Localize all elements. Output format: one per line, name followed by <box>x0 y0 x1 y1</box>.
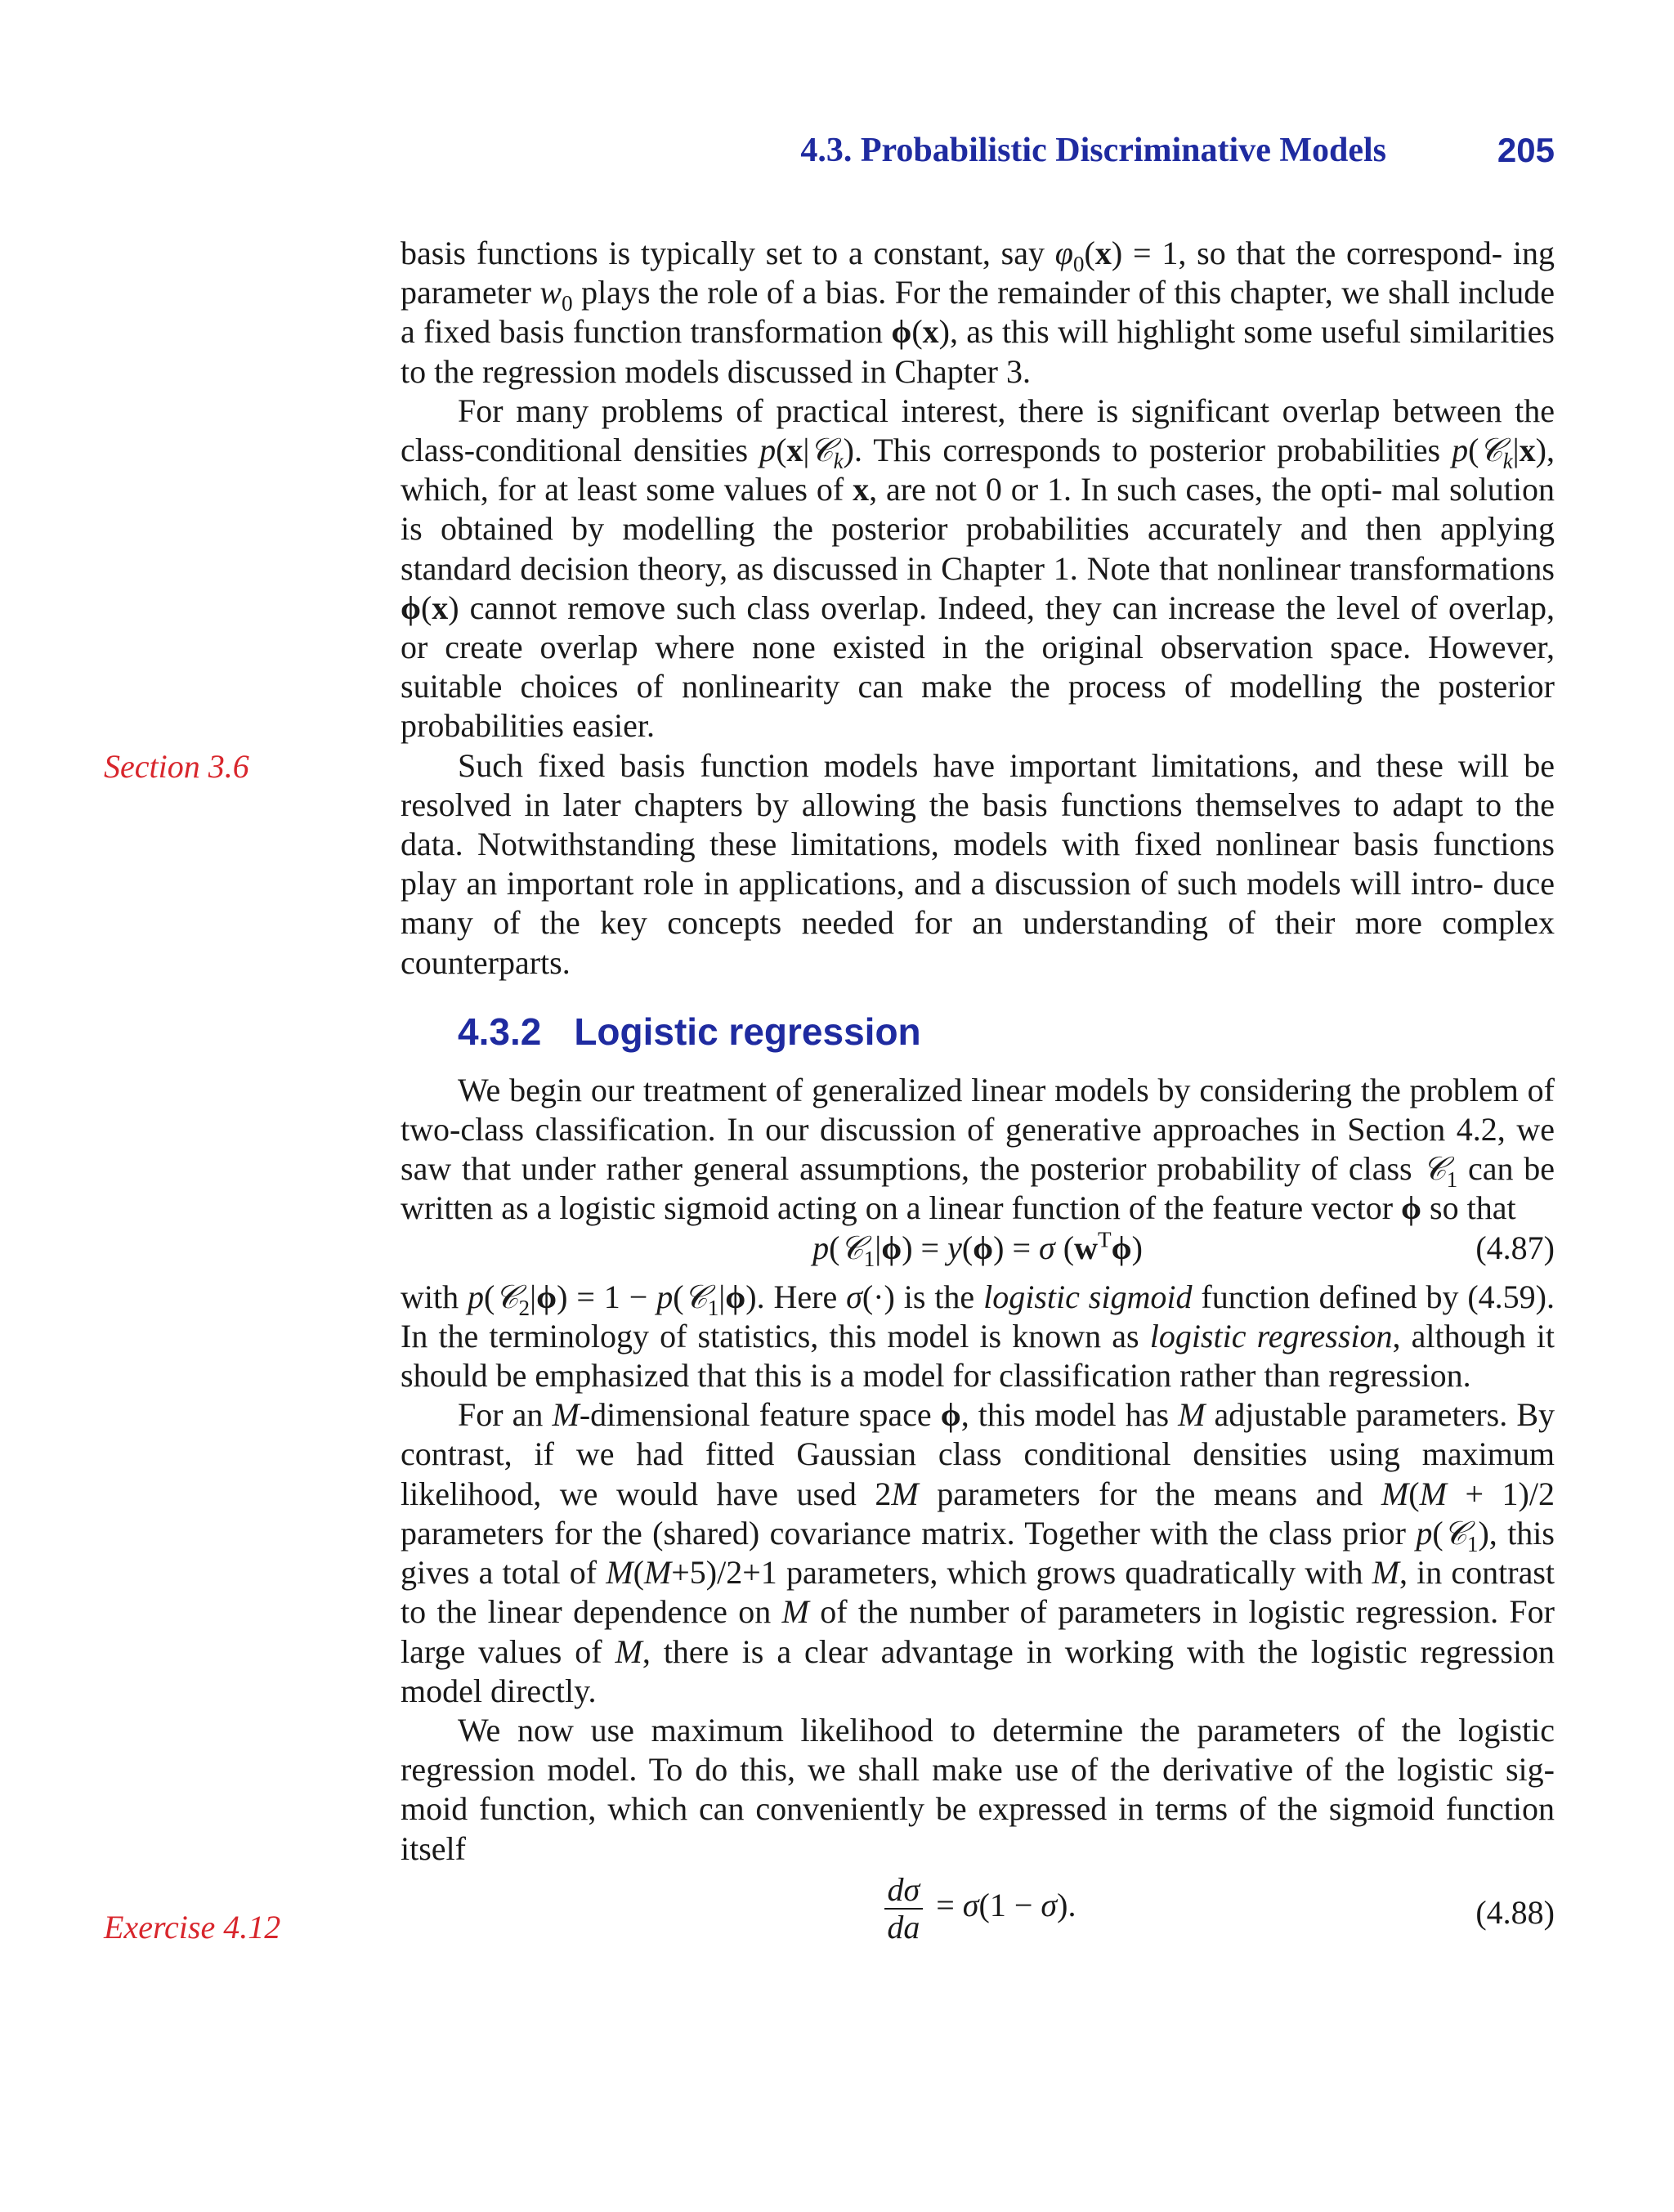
margin-note-exercise-ref[interactable]: Exercise 4.12 <box>104 1909 281 1946</box>
equation-4-88-number: (4.88) <box>1475 1893 1555 1931</box>
running-title: 4.3. Probabilistic Discriminative Models <box>800 132 1386 169</box>
section-heading <box>458 1009 1555 1055</box>
equation-4-87-number: (4.87) <box>1475 1229 1555 1266</box>
margin-note-section-ref[interactable]: Section 3.6 <box>104 748 249 785</box>
equation-4-88 <box>401 1869 1555 1959</box>
body-text <box>401 234 1555 1959</box>
paragraph-two-class: We begin our treatment of generalized linear models by considering the problem of two-class classification. In our discussion of generative approaches in Section 4.2, we saw that under rather general assumptions, the posterior probability of class 𝒞$_1$ can be written as a logistic sigmoid acting on a linear function of the feature vector ϕ so that <box>401 1071 1555 1227</box>
paragraph-basis-bias: basis functions is typically set to a constant, say $\varphi_0(x) = 1$, so that the correspond- ing parameter $w_0$ plays the role of a bias. For the remainder of this chapter, we shall include a fixed basis function transformation ϕ(x), as this will highlight some useful similarities to the regression models discussed in Chapter 3. <box>401 235 1555 390</box>
running-head <box>401 128 1555 177</box>
equation-4-88-body: $\frac{d\sigma}{da}$ = σ(1 − σ). <box>401 1872 1555 1946</box>
paragraph-limitations: Such fixed basis function models have important limitations, and these will be resolved in later chapters by allowing the basis functions themselves to adapt to the data. Notwithstanding these limitations, models with fixed nonlinear basis functions play an important role in applications, and a discussion of such models will intro- duce many of the key concepts needed for an understanding of their more complex counterparts. <box>401 746 1555 981</box>
page-number: 205 <box>1497 131 1555 169</box>
equation-4-87 <box>401 1229 1555 1278</box>
equation-4-87-body: p(𝒞$_1$|ϕ) = y(ϕ) = σ $(w^T\phi)$ <box>812 1227 1143 1271</box>
section-number: 4.3.2 <box>458 1010 542 1053</box>
derivative-fraction: $\frac{d\sigma}{da}$ <box>884 1872 924 1946</box>
section-title: Logistic regression <box>574 1010 921 1053</box>
paragraph-class-overlap: For many problems of practical interest, there is significant overlap between the class-conditional densities p(x|𝒞$_k$). This corresponds to posterior probabilities p(𝒞$_k$|x), which, for at least some values of x, are not 0 or 1. In such cases, the opti- mal solution is obtained by modelling the posterior probabilities accurately and then applying standard decision theory, as discussed in Chapter 1. Note that nonlinear transformations ϕ(x) cannot remove such class overlap. Indeed, they can increase the level of overlap, or create overlap where none existed in the original observation space. However, suitable choices of nonlinearity can make the process of modelling the posterior probabilities easier. <box>401 392 1555 745</box>
paragraph-maximum-likelihood: We now use maximum likelihood to determine the parameters of the logistic regression model. To do this, we shall make use of the derivative of the logistic sig- moid function, which can conveniently be expressed in terms of the sigmoid function itself <box>401 1711 1555 1867</box>
paragraph-logistic-sigmoid: with p(𝒞$_2$|ϕ) = 1 − p(𝒞$_1$|ϕ). Here σ(·) is the logistic sigmoid function defined by (4.59). In the terminology of statistics, this model is known as logistic regression, although it should be emphasized that this is a model for classification rather than regression. <box>401 1278 1555 1395</box>
paragraph-parameter-count: For an M-dimensional feature space ϕ, this model has M adjustable parameters. By contrast, if we had fitted Gaussian class conditional densities using maximum likelihood, we would have used 2M parameters for the means and M(M + 1)/2 parameters for the (shared) covariance matrix. Together with the class prior p(𝒞$_1$), this gives a total of M(M+5)/2+1 parameters, which grows quadratically with M, in contrast to the linear dependence on M of the number of parameters in logistic regression. For large values of M, there is a clear advantage in working with the logistic regression model directly. <box>401 1396 1555 1709</box>
